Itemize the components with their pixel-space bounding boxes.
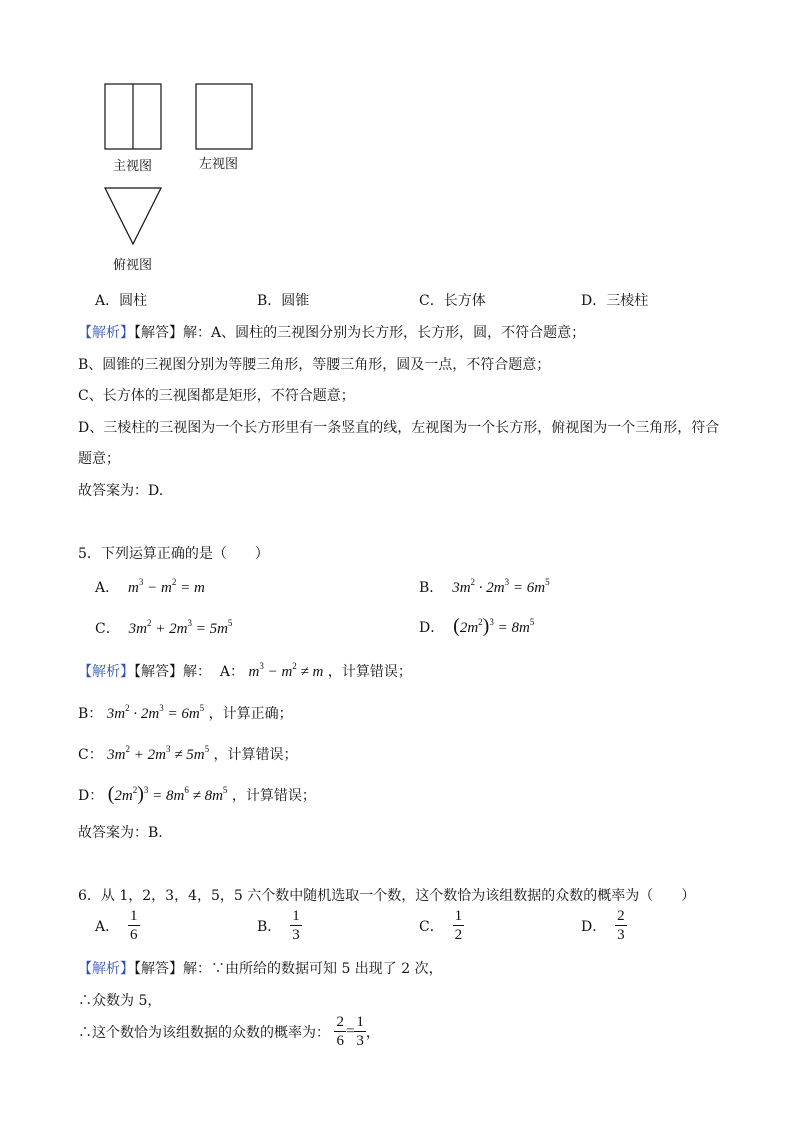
- q5-solution-a: 【解析】【解答】解： A： $m^3 - m^2 \ne m$ ，计算错误；: [78, 661, 412, 680]
- q4-solution-line-5: 题意；: [78, 451, 120, 467]
- q4-option-b: B．圆锥: [257, 293, 310, 309]
- q4-solution-line-4: D、三棱柱的三视图为一个长方形里有一条竖直的线，左视图为一个长方形，俯视图为一个三角形，符合: [78, 420, 720, 436]
- front-view-label: 主视图: [113, 159, 153, 174]
- top-view-triangle: [105, 188, 161, 244]
- q5-option-d: D． $(2m^2)^3 = 8m^5$: [419, 615, 535, 637]
- q4-solution-line-2: B、圆锥的三视图分别为等腰三角形，等腰三角形，圆及一点，不符合题意；: [78, 357, 551, 373]
- q4-option-c: C．长方体: [419, 293, 486, 309]
- q5-option-c: C． $3m^2 + 2m^3 = 5m^5$: [95, 618, 233, 637]
- q5-stem: 5．下列运算正确的是（ ）: [78, 546, 269, 562]
- q6-stem: 6．从 1，2，3，4，5，5 六个数中随机选取一个数，这个数恰为该组数据的众数的概率为（ ）: [78, 888, 696, 904]
- q4-option-d: D．三棱柱: [581, 293, 649, 309]
- q6-solution-line-2: ∴众数为 5，: [78, 993, 162, 1009]
- left-view-label: 左视图: [199, 157, 239, 172]
- q5-answer: 故答案为：B.: [78, 825, 163, 841]
- q6-option-d: D． $\frac{2}{3}$: [581, 908, 625, 943]
- q6-analysis-tag: 【解析】: [78, 961, 134, 977]
- q5-analysis-tag: 【解析】: [78, 664, 134, 680]
- q4-solution-line-1: 【解析】【解答】解：A、圆柱的三视图分别为长方形，长方形，圆，不符合题意；: [78, 325, 586, 341]
- q6-option-b: B． $\frac{1}{3}$: [257, 908, 300, 943]
- q6-option-c: C． $\frac{1}{2}$: [419, 908, 463, 943]
- q5-solution-b: B： $3m^2 \cdot 2m^3 = 6m^5$ ，计算正确；: [78, 703, 293, 722]
- q6-solution-line-3: ∴这个数恰为该组数据的众数的概率为： $\frac{2}{6}$ = $\frac{1}{3}$ ，: [78, 1014, 380, 1049]
- q5-option-b: B． $3m^2 \cdot 2m^3 = 6m^5$: [419, 577, 550, 596]
- q4-analysis-tag: 【解析】: [78, 325, 134, 341]
- q6-option-a: A． $\frac{1}{6}$: [95, 908, 138, 943]
- left-view-rect: [196, 84, 252, 149]
- top-view-label: 俯视图: [113, 258, 153, 273]
- q6-solution-line-1: 【解析】【解答】解：∵由所给的数据可知 5 出现了 2 次，: [78, 961, 443, 977]
- q4-solution-line-3: C、长方体的三视图都是矩形，不符合题意；: [78, 388, 355, 404]
- q5-solution-d: D： $(2m^2)^3 = 8m^6 \ne 8m^5$ ，计算错误；: [78, 783, 316, 805]
- three-views-figure: [95, 78, 265, 278]
- q5-solution-c: C： $3m^2 + 2m^3 \ne 5m^5$ ，计算错误；: [78, 744, 298, 763]
- q5-option-a: A． $m^3 - m^2 = m$: [95, 577, 205, 596]
- q4-answer: 故答案为：D.: [78, 483, 164, 499]
- q4-option-a: A．圆柱: [95, 293, 148, 309]
